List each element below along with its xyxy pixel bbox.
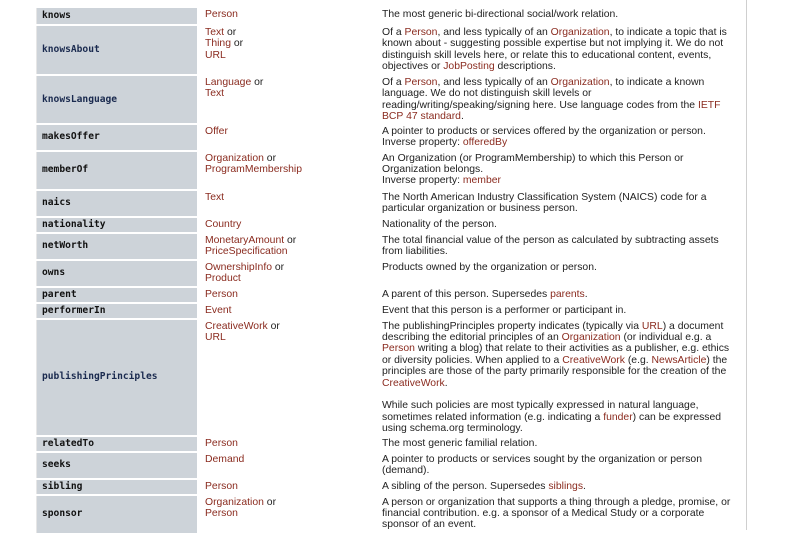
description-text: ) the principles are those of the party primarily responsible for the creation of the	[382, 354, 728, 378]
expected-types-cell	[197, 26, 372, 74]
description-paragraph	[382, 389, 740, 400]
property-name-cell	[36, 320, 197, 435]
property-name-link[interactable]: owns	[42, 267, 66, 279]
description-paragraph	[382, 481, 740, 492]
property-row-naics	[36, 191, 746, 216]
description-link[interactable]: CreativeWork	[562, 354, 625, 366]
description-cell	[372, 8, 746, 24]
expected-types-cell	[197, 218, 372, 232]
description-cell	[372, 437, 746, 451]
description-link[interactable]: Organization	[550, 77, 610, 88]
description-link[interactable]: Organization	[561, 332, 621, 344]
type-link[interactable]: CreativeWork	[205, 320, 268, 332]
description-text: writing a blog) that relate to their activities as a publisher, e.g. ethics or diversity policies. When applied to a	[382, 343, 730, 366]
property-row-performerIn	[36, 304, 746, 318]
type-link[interactable]: Text	[205, 191, 225, 203]
expected-types-cell	[197, 480, 372, 494]
type-separator: or	[263, 152, 277, 164]
description-link[interactable]: URL	[641, 320, 663, 332]
property-row-publishingPrinciples	[36, 320, 746, 435]
type-link[interactable]: Offer	[205, 125, 228, 137]
type-link[interactable]: Demand	[205, 453, 245, 465]
description-text: The most generic familial relation.	[382, 437, 538, 449]
description-text: The North American Industry Classification System (NAICS) code for a particular organization or business person.	[382, 191, 707, 215]
description-text: Nationality of the person.	[382, 218, 497, 230]
description-paragraph	[382, 192, 740, 215]
description-text: Of a	[382, 27, 405, 38]
type-link[interactable]: URL	[205, 49, 226, 61]
property-name-cell	[36, 261, 197, 286]
property-row-sponsor	[36, 496, 746, 533]
property-name-link[interactable]: naics	[42, 197, 71, 209]
description-text: , and less typically of an	[437, 77, 551, 88]
type-link[interactable]: Event	[205, 304, 232, 316]
expected-types-cell	[197, 8, 372, 24]
property-row-makesOffer	[36, 125, 746, 150]
type-link[interactable]: Text	[205, 27, 225, 38]
description-text: A pointer to products or services sought by the organization or person (demand).	[382, 453, 702, 477]
description-cell	[372, 453, 746, 478]
description-link[interactable]: CreativeWork	[382, 377, 445, 389]
expected-types-cell	[197, 320, 372, 435]
description-cell	[372, 480, 746, 494]
type-link[interactable]: MonetaryAmount	[205, 234, 285, 246]
property-name-cell	[36, 125, 197, 150]
description-link[interactable]: siblings	[548, 480, 584, 492]
property-row-knows	[36, 8, 746, 24]
property-row-owns	[36, 261, 746, 286]
description-cell	[372, 304, 746, 318]
property-name-link[interactable]: nationality	[42, 218, 106, 230]
description-paragraph	[382, 77, 740, 123]
description-paragraph	[382, 153, 740, 176]
description-text: While such policies are most typically expressed in natural language, sometimes related information (e.g. indicating a	[382, 400, 699, 423]
description-text: Products owned by the organization or person.	[382, 261, 597, 273]
description-link[interactable]: member	[462, 175, 501, 187]
type-separator: or	[231, 38, 244, 50]
description-text: (or individual e.g. a	[620, 332, 712, 344]
type-link[interactable]: Person	[205, 480, 238, 492]
type-separator: or	[263, 496, 277, 508]
property-name-cell	[36, 218, 197, 232]
description-paragraph	[382, 289, 740, 300]
description-cell	[372, 152, 746, 189]
property-row-sibling	[36, 480, 746, 494]
description-paragraph	[382, 235, 740, 258]
type-separator: or	[284, 234, 297, 246]
description-text: , and less typically of an	[437, 27, 551, 38]
description-paragraph	[382, 400, 740, 434]
expected-types-cell	[197, 125, 372, 150]
property-row-knowsLanguage	[36, 76, 746, 123]
property-name-cell	[36, 453, 197, 478]
property-name-cell	[36, 191, 197, 216]
type-link[interactable]: OwnershipInfo	[205, 261, 272, 273]
property-name-link[interactable]: makesOffer	[42, 131, 100, 143]
description-cell	[372, 496, 746, 533]
description-text: A person or organization that supports a thing through a pledge, promise, or financial contribution. e.g. a sponsor of a Medical Study or a corporate sponsor of an event.	[382, 496, 731, 531]
type-separator: or	[272, 261, 285, 273]
description-paragraph	[382, 454, 740, 477]
expected-types-cell	[197, 234, 372, 259]
description-cell	[372, 261, 746, 286]
type-link[interactable]: Person	[205, 288, 238, 300]
property-name-cell	[36, 480, 197, 494]
property-name-cell	[36, 304, 197, 318]
property-name-link[interactable]: seeks	[42, 459, 71, 471]
description-text: .	[460, 111, 464, 123]
page-right-border	[746, 0, 747, 530]
property-name-link[interactable]: knows	[42, 10, 71, 22]
type-separator: or	[251, 77, 264, 88]
description-link[interactable]: Organization	[550, 27, 610, 38]
property-name-link[interactable]: sibling	[42, 480, 83, 492]
property-row-nationality	[36, 218, 746, 232]
property-name-link[interactable]: memberOf	[42, 164, 89, 176]
description-paragraph	[382, 9, 740, 20]
description-cell	[372, 191, 746, 216]
type-link[interactable]: Person	[205, 9, 238, 20]
property-name-cell	[36, 76, 197, 123]
expected-types-cell	[197, 453, 372, 478]
description-paragraph	[382, 27, 740, 73]
expected-types-cell	[197, 496, 372, 533]
property-name-link[interactable]: netWorth	[42, 240, 89, 252]
description-link[interactable]: NewsArticle	[651, 354, 707, 366]
description-link[interactable]: Person	[404, 27, 438, 38]
type-link[interactable]: Organization	[205, 496, 264, 508]
description-text: ) can be expressed using schema.org terminology.	[382, 411, 722, 435]
description-link[interactable]: JobPosting	[443, 61, 495, 73]
expected-types-cell	[197, 152, 372, 189]
description-link[interactable]: Person	[382, 343, 415, 355]
description-text: .	[583, 480, 586, 492]
description-text: A pointer to products or services offered by the organization or person.	[382, 125, 706, 137]
type-link[interactable]: Thing	[205, 38, 231, 50]
description-text: , to indicate a topic that is known about - suggesting possible expertise but not implying it. We do not distinguish skill levels here, or relate this to educational content, events, objectives or	[382, 27, 727, 73]
property-name-cell	[36, 152, 197, 189]
description-paragraph	[382, 262, 740, 273]
property-name-link[interactable]: parent	[42, 288, 77, 300]
properties-table-body	[36, 8, 746, 533]
description-cell	[372, 76, 746, 123]
type-link[interactable]: Person	[205, 508, 238, 520]
description-text: An Organization (or ProgramMembership) to which this Person or Organization belongs.	[382, 152, 684, 176]
expected-types-cell	[197, 437, 372, 451]
expected-types-cell	[197, 304, 372, 318]
property-name-link[interactable]: relatedTo	[42, 437, 94, 449]
description-text: A sibling of the person. Supersedes	[382, 480, 549, 492]
description-text: Event that this person is a performer or participant in.	[382, 304, 627, 316]
property-row-relatedTo	[36, 437, 746, 451]
type-link[interactable]: URL	[205, 332, 226, 344]
property-name-link[interactable]: performerIn	[42, 304, 106, 316]
description-link[interactable]: offeredBy	[462, 137, 508, 149]
description-text: The publishingPrinciples property indicates (typically via	[382, 320, 642, 332]
description-paragraph	[382, 219, 740, 230]
description-cell	[372, 125, 746, 150]
type-link[interactable]: Text	[205, 88, 225, 100]
type-link[interactable]: Country	[205, 218, 242, 230]
description-text: The most generic bi-directional social/work relation.	[382, 9, 619, 20]
description-text: Of a	[382, 77, 405, 88]
property-name-cell	[36, 496, 197, 533]
description-text: descriptions.	[494, 61, 556, 73]
property-name-cell	[36, 8, 197, 24]
description-text: ) a document describing the editorial principles of an	[382, 320, 724, 344]
description-paragraph	[382, 305, 740, 316]
description-link[interactable]: parents	[550, 288, 585, 300]
property-row-knowsAbout	[36, 26, 746, 74]
property-row-seeks	[36, 453, 746, 478]
property-name-link[interactable]: knowsAbout	[42, 44, 100, 56]
property-name-link[interactable]: sponsor	[42, 508, 83, 520]
description-paragraph	[382, 497, 740, 531]
description-link[interactable]: funder	[603, 411, 633, 423]
description-paragraph	[382, 321, 740, 389]
description-text: A parent of this person. Supersedes	[382, 288, 551, 300]
type-link[interactable]: Language	[205, 77, 252, 88]
description-text: Inverse property:	[382, 175, 463, 187]
property-row-memberOf	[36, 152, 746, 189]
property-name-cell	[36, 288, 197, 302]
description-cell	[372, 26, 746, 74]
description-paragraph	[382, 175, 740, 186]
property-name-cell	[36, 26, 197, 74]
description-text: Inverse property:	[382, 137, 463, 149]
property-row-netWorth	[36, 234, 746, 259]
description-cell	[372, 288, 746, 302]
properties-table	[36, 6, 746, 535]
expected-types-cell	[197, 261, 372, 286]
type-separator: or	[224, 27, 237, 38]
description-text: .	[444, 377, 448, 389]
property-name-link[interactable]: knowsLanguage	[42, 93, 118, 105]
description-paragraph	[382, 126, 740, 137]
description-link[interactable]: Person	[404, 77, 438, 88]
description-cell	[372, 234, 746, 259]
description-cell	[372, 320, 746, 435]
description-paragraph	[382, 137, 740, 148]
description-link[interactable]: IETF BCP 47 standard	[382, 99, 721, 123]
expected-types-cell	[197, 76, 372, 123]
property-name-cell	[36, 234, 197, 259]
description-text: , to indicate a known language. We do not distinguish skill levels or reading/writing/speaking/signing here. Use language codes from the	[382, 77, 705, 111]
expected-types-cell	[197, 191, 372, 216]
type-separator: or	[267, 320, 280, 332]
description-paragraph	[382, 438, 740, 449]
type-link[interactable]: PriceSpecification	[205, 246, 288, 258]
description-cell	[372, 218, 746, 232]
property-name-link[interactable]: publishingPrinciples	[42, 371, 158, 383]
expected-types-cell	[197, 288, 372, 302]
type-link[interactable]: Person	[205, 437, 238, 449]
property-row-parent	[36, 288, 746, 302]
description-text: The total financial value of the person as calculated by subtracting assets from liabilities.	[382, 234, 719, 258]
type-link[interactable]: ProgramMembership	[205, 164, 303, 176]
type-link[interactable]: Organization	[205, 152, 264, 164]
property-name-cell	[36, 437, 197, 451]
description-text: (e.g.	[624, 354, 652, 366]
type-link[interactable]: Product	[205, 273, 241, 285]
description-text: .	[584, 288, 588, 300]
